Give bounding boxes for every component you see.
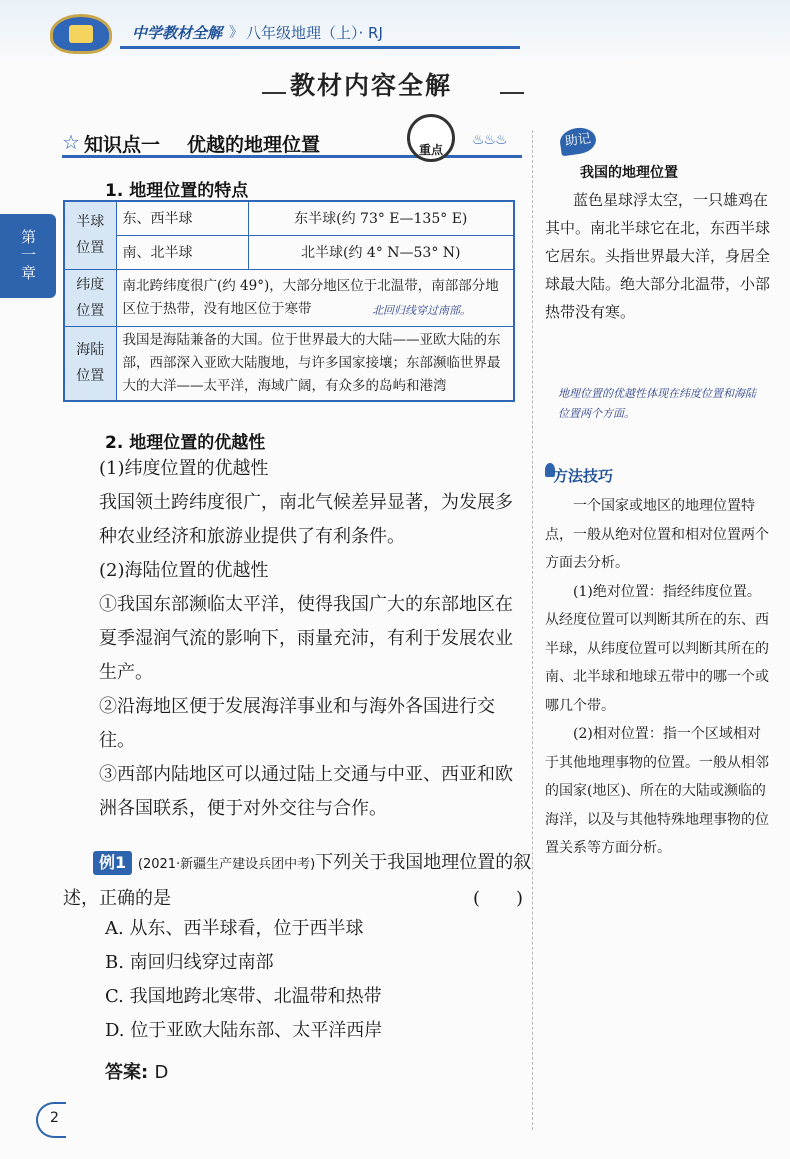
- paragraph: ③西部内陆地区可以通过陆上交通与中亚、西亚和欧洲各国联系，便于对外交往与合作。: [99, 764, 513, 819]
- table-cell: 我国是海陆兼备的大国。位于世界最大的大陆——亚欧大陆的东部，西部深入亚欧大陆腹地，与许多国家接壤；东部濒临世界最大的大洋——太平洋，海域广阔，有众多的岛屿和港湾: [116, 326, 514, 401]
- title-rule-right: [500, 92, 524, 94]
- answer: [105, 1058, 168, 1084]
- series-title: 中学教材全解: [132, 24, 223, 42]
- title-rule-left: [262, 92, 286, 94]
- memo-badge: 助记: [558, 126, 597, 157]
- table-row: [64, 326, 514, 401]
- table-row-head: 海陆位置: [64, 326, 116, 401]
- memo-text: 蓝色星球浮太空，一只雄鸡在其中。南北半球它在北，东西半球它居东。头指世界最大洋，身居全球最大陆。绝大部分北温带，小部热带没有寒。: [545, 191, 771, 321]
- answer-value: D: [154, 1062, 169, 1083]
- table-cell: 东半球(约 73° E—135° E): [248, 201, 514, 235]
- table-cell: 南、北半球: [116, 235, 248, 269]
- handwritten-note: 地理位置的优越性体现在纬度位置和海陆位置两个方面。: [558, 387, 756, 420]
- header-rule: [120, 46, 520, 49]
- table-cell: 北半球(约 4° N—53° N): [248, 235, 514, 269]
- table-cell: 南北跨纬度很广(约 49°)，大部分地区位于北温带，南部部分地区位于热带，没有地区位于寒带: [116, 269, 514, 326]
- column-divider: [532, 130, 533, 1130]
- flame-icon: ♨♨♨: [472, 132, 507, 148]
- body-text: [63, 452, 528, 826]
- page-number: 2: [50, 1110, 59, 1126]
- memo-title: 我国的地理位置: [580, 165, 678, 181]
- tips-paragraph: 一个国家或地区的地理位置特点，一般从绝对位置和相对位置两个方面去分析。: [545, 498, 769, 571]
- example-source: (2021·新疆生产建设兵团中考): [137, 857, 316, 872]
- chapter-tab: 第一章: [0, 214, 56, 298]
- star-icon: ☆: [62, 130, 80, 154]
- page-header: [0, 0, 790, 58]
- tips-paragraph: (2)相对位置：指一个区域相对于其他地理事物的位置。一般从相邻的国家(地区)、所在的大陆或濒临的海洋，以及与其他特殊地理事物的位置关系等方面分析。: [545, 726, 769, 856]
- table-cell: 东、西半球: [116, 201, 248, 235]
- tips-paragraph: (1)绝对位置：指经纬度位置。从经度位置可以判断其所在的东、西半球，从纬度位置可以判断其所在的南、北半球和地球五带中的哪一个或哪几个带。: [545, 583, 769, 714]
- key-point-badge: 重点: [407, 114, 455, 162]
- option-item: C. 我国地跨北寒带、北温带和热带: [105, 986, 382, 1007]
- paragraph: (2)海陆位置的优越性: [99, 560, 269, 581]
- option-item: B. 南回归线穿过南部: [105, 952, 274, 973]
- answer-label: 答案:: [105, 1062, 149, 1083]
- paragraph: ②沿海地区便于发展海洋事业和与海外各国进行交往。: [99, 696, 495, 751]
- handwritten-note: 北回归线穿过南部。: [372, 304, 471, 317]
- tips-heading: 方法技巧: [553, 467, 614, 485]
- table-row: [64, 235, 514, 269]
- header-separator: 》: [229, 25, 243, 41]
- knowledge-point-title: 优越的地理位置: [187, 134, 321, 156]
- option-item: D. 位于亚欧大陆东部、太平洋西岸: [105, 1020, 383, 1041]
- knowledge-point-header: [62, 130, 522, 158]
- example-badge: 例1: [93, 851, 132, 875]
- paragraph: ①我国东部濒临太平洋，使得我国广大的东部地区在夏季湿润气流的影响下，雨量充沛，有利于发展农业生产。: [99, 594, 513, 683]
- knowledge-point-label: 知识点一: [84, 134, 161, 156]
- table-row: [64, 201, 514, 235]
- table-row-head: 纬度位置: [64, 269, 116, 326]
- example-options: [63, 912, 382, 1048]
- option-item: A. 从东、西半球看，位于西半球: [105, 918, 364, 939]
- tips-text: [545, 492, 773, 863]
- answer-blank: ( ): [472, 888, 523, 909]
- paragraph: (1)纬度位置的优越性: [99, 458, 269, 479]
- subheading-features: 1. 地理位置的特点: [105, 181, 249, 201]
- subheading-advantages: 2. 地理位置的优越性: [105, 433, 266, 453]
- features-table: [63, 200, 515, 402]
- table-row-head: 半球位置: [64, 201, 116, 269]
- book-title: 八年级地理（上）· RJ: [246, 24, 383, 42]
- paragraph: 我国领土跨纬度很广，南北气候差异显著，为发展多种农业经济和旅游业提供了有利条件。: [99, 492, 513, 547]
- example-question: [63, 846, 533, 916]
- example-stem: 下列关于我国地理位置的叙述，正确的是: [63, 852, 532, 909]
- book-logo-icon: [50, 14, 112, 54]
- section-title: 教材内容全解: [290, 71, 453, 100]
